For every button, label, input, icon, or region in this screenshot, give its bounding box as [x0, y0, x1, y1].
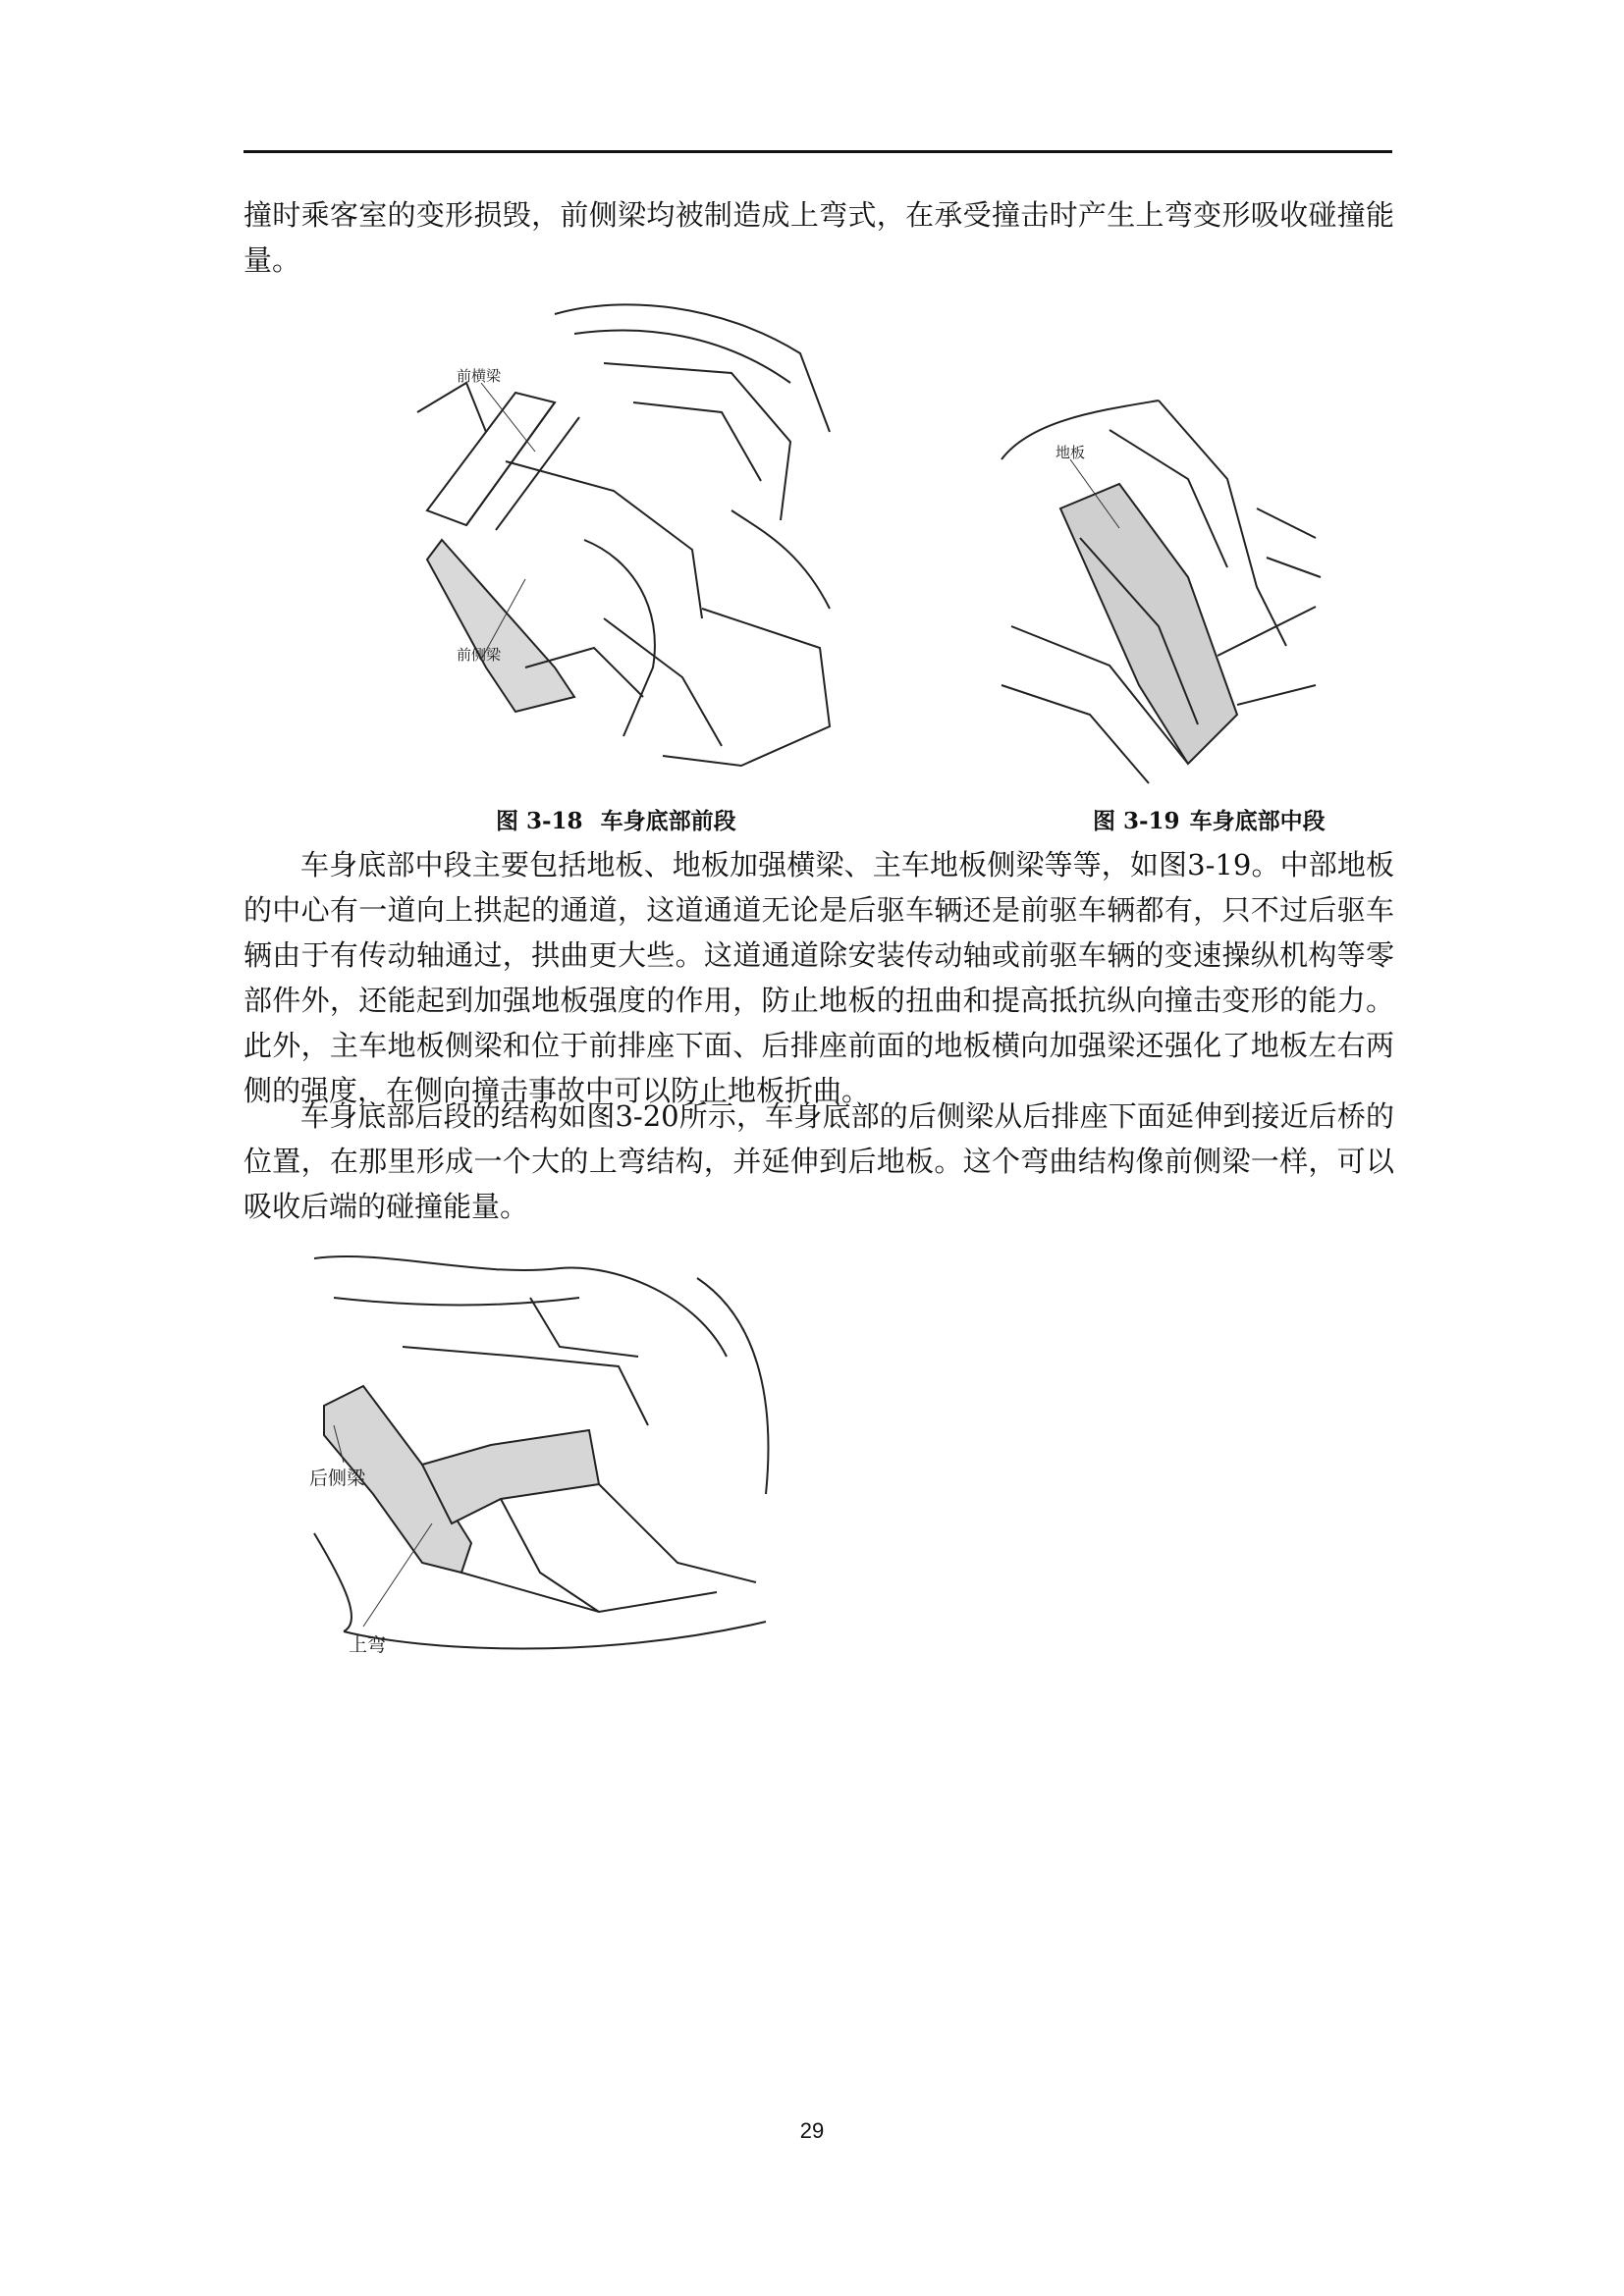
- rear-underbody-drawing: [304, 1239, 795, 1725]
- paragraph-middle-section: 车身底部中段主要包括地板、地板加强横梁、主车地板侧梁等等，如图3-19。中部地板的中心有一道向上拱起的通道，这道通道无论是后驱车辆还是前驱车辆都有，只不过后驱车辆由于有传动轴通过，拱曲更大些。这道通道除安装传动轴或前驱车辆的变速操纵机构等零部件外，还能起到加强地板强度的作用，防止地板的扭曲和提高抵抗纵向撞击变形的能力。此外，主车地板侧梁和位于前排座下面、后排座前面的地板横向加强梁还强化了地板左右两侧的强度，在侧向撞击事故中可以防止地板折曲。: [244, 848, 1394, 1107]
- label-floor: 地板: [1056, 444, 1086, 461]
- label-rear-siderail: 后侧梁: [309, 1468, 366, 1489]
- figure-3-20-drawing: [304, 1239, 795, 1725]
- label-front-siderail: 前侧梁: [457, 646, 502, 664]
- figure-3-18-drawing: [407, 294, 839, 790]
- label-upbend: 上弯: [349, 1634, 387, 1656]
- paragraph-rear-section: 车身底部后段的结构如图3-20所示，车身底部的后侧梁从后排座下面延伸到接近后桥的位置，在那里形成一个大的上弯结构，并延伸到后地板。这个弯曲结构像前侧梁一样，可以吸收后端的碰撞能量。: [244, 1099, 1394, 1223]
- figure-3-18-title: 车身底部前段: [600, 808, 736, 834]
- label-front-crossbeam: 前横梁: [457, 367, 502, 385]
- page-number: 29: [799, 2118, 825, 2143]
- paragraph-intro: 撞时乘客室的变形损毁，前侧梁均被制造成上弯式，在承受撞击时产生上弯变形吸收碰撞能量。: [244, 198, 1394, 277]
- figure-3-18-number: 图 3-18: [496, 808, 583, 834]
- middle-underbody-drawing: [992, 391, 1326, 788]
- figure-3-18-caption: [496, 803, 736, 835]
- figure-3-19-number: 图 3-19: [1093, 808, 1180, 834]
- figure-3-19-caption: [1093, 803, 1326, 835]
- front-underbody-drawing: [407, 294, 839, 790]
- figure-3-19-drawing: [992, 391, 1326, 788]
- header-rule: [244, 150, 1392, 153]
- figure-3-19-title: 车身底部中段: [1189, 808, 1326, 834]
